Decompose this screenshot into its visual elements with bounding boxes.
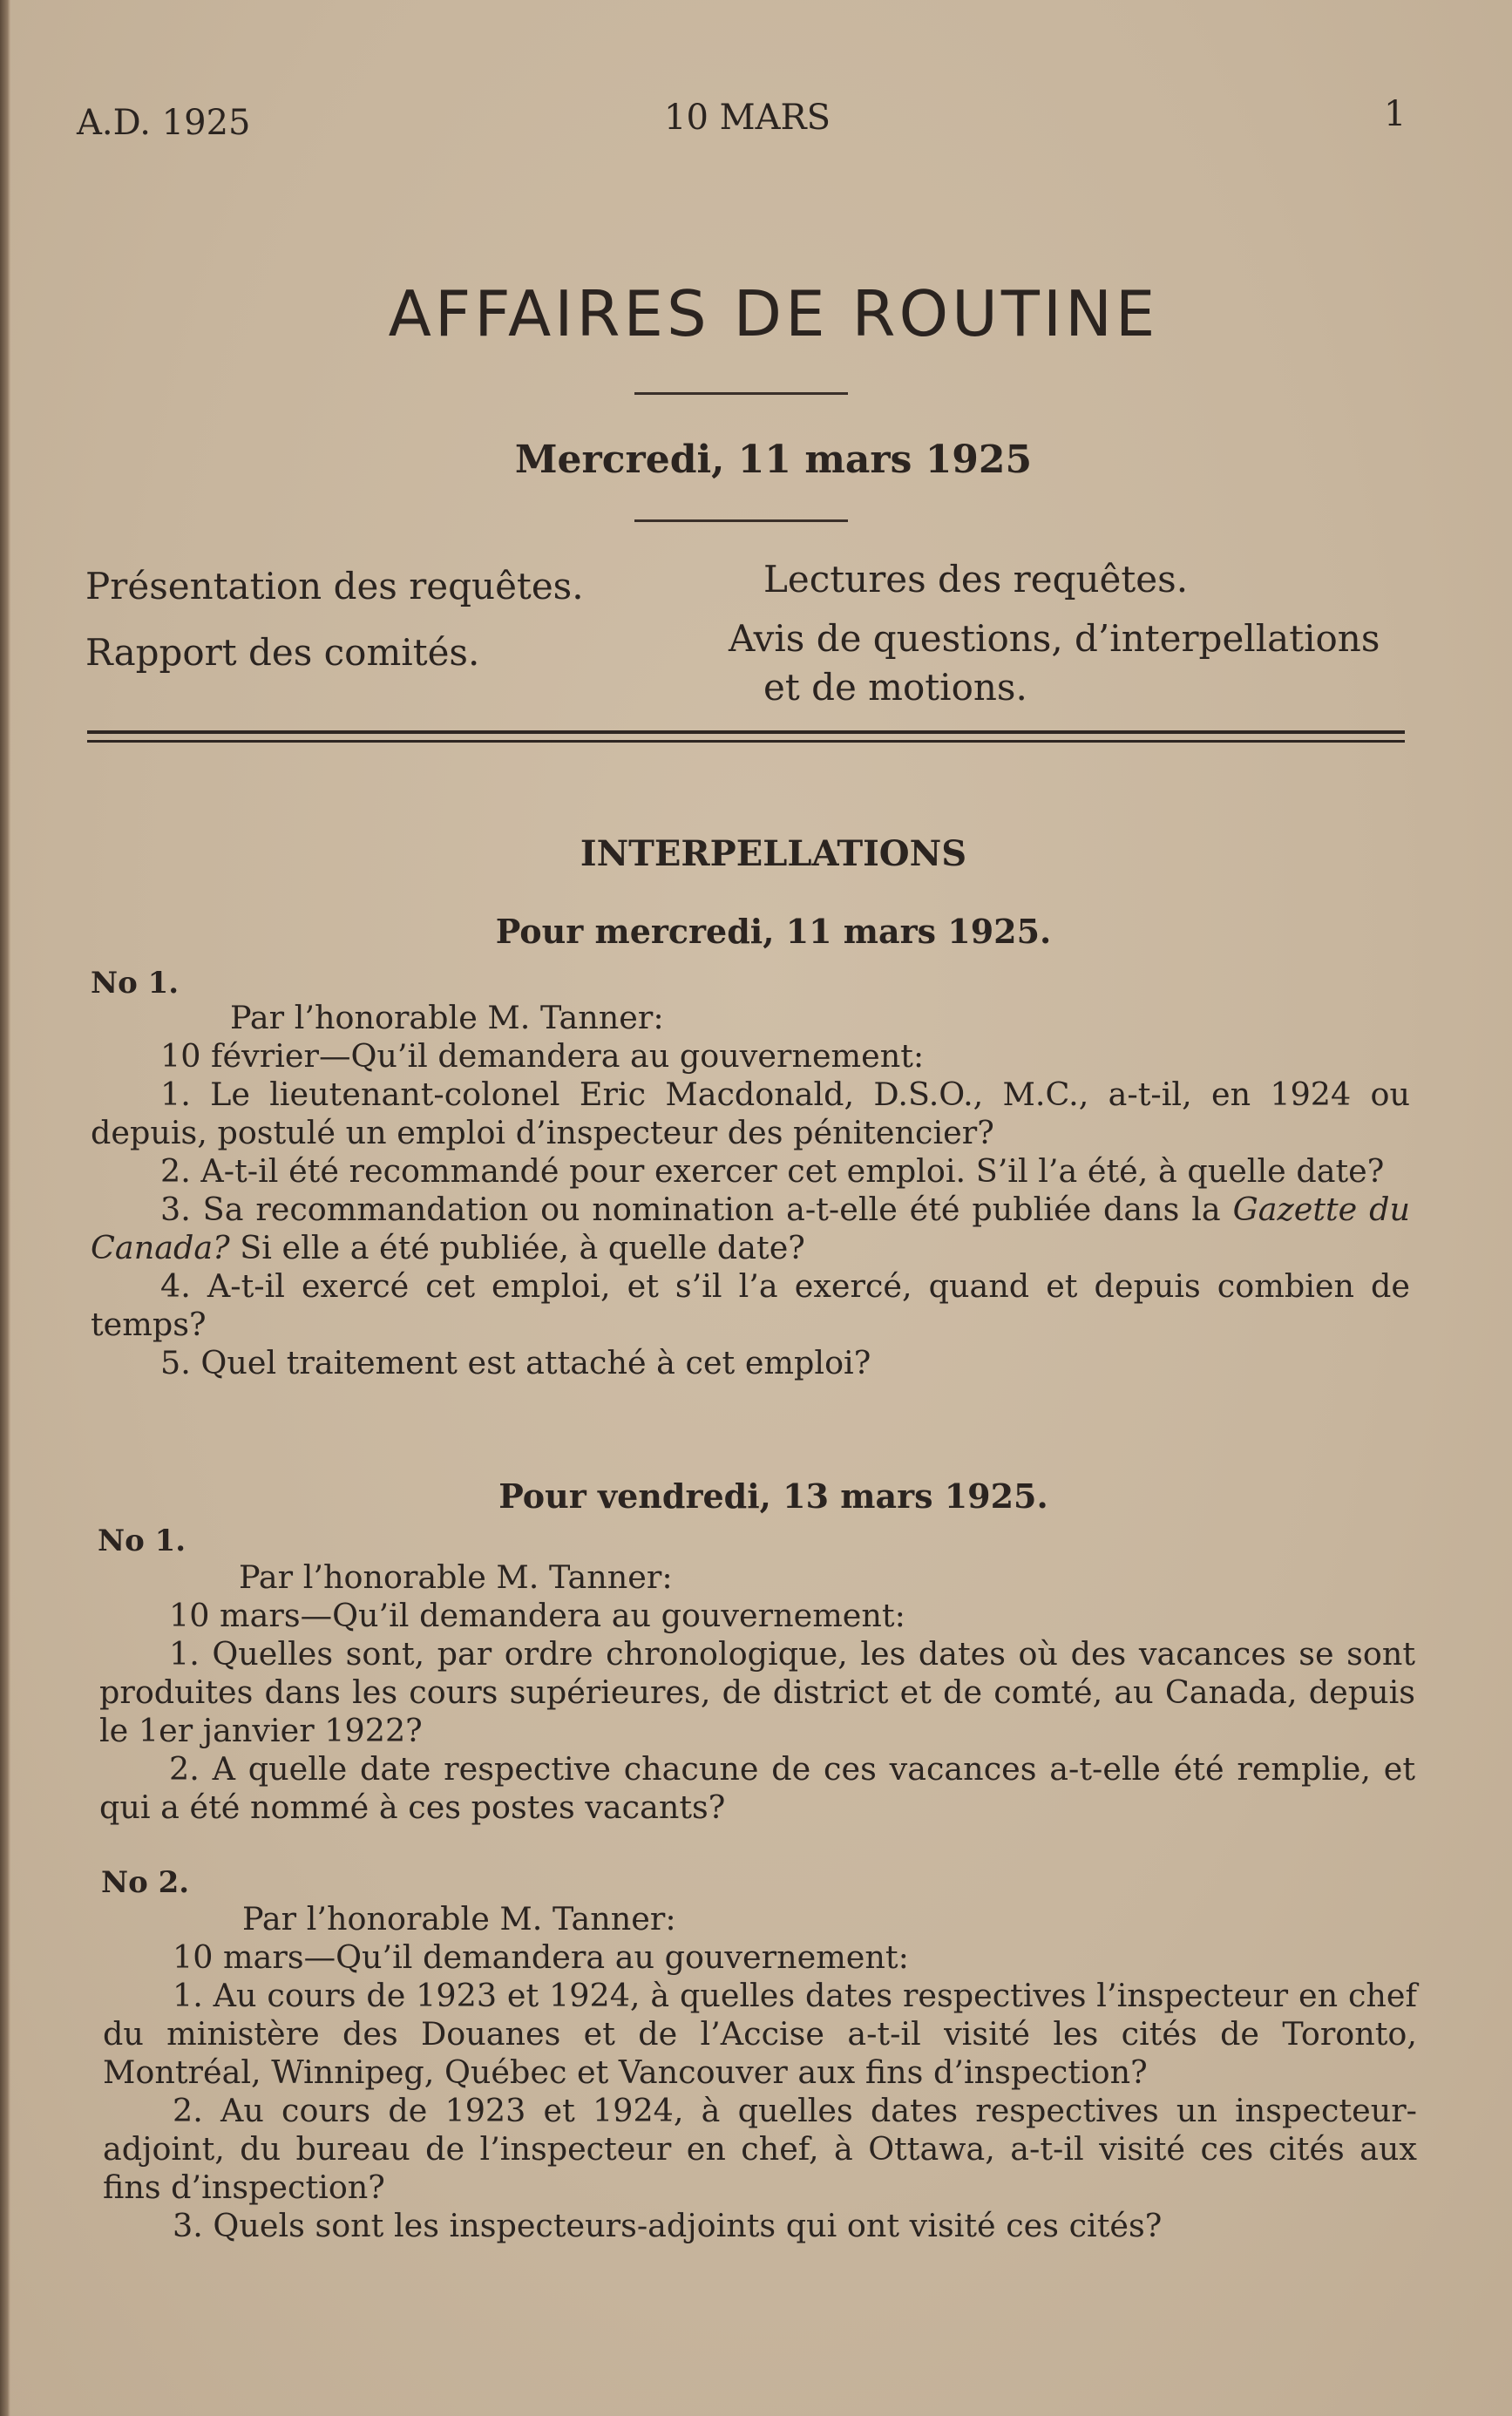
question-item: 3. Quels sont les inspecteurs-adjoints qui ont visité ces cités? <box>173 2207 1163 2244</box>
question-date-line: 10 février—Qu’il demandera au gouvernement: <box>160 1037 925 1075</box>
question-author: Par l’honorable M. Tanner: <box>239 1558 673 1596</box>
sitting-date: Mercredi, 11 mars 1925 <box>514 438 1033 482</box>
question-date-line: 10 mars—Qu’il demandera au gouvernement: <box>173 1938 909 1976</box>
header-year: A.D. 1925 <box>77 103 251 143</box>
title-divider <box>634 392 848 395</box>
question-item: 2. A quelle date respective chacune de ces vacances a-t-elle été remplie, et qui a été nommé à ces postes vacants? <box>99 1750 1415 1826</box>
question-body <box>99 1558 1415 1827</box>
gazette-title: Gazette du Canada? <box>91 1191 1410 1266</box>
question-item: 3. Sa recommandation ou nomination a-t-elle été publiée dans la Gazette du Canada? Si elle a été publiée, à quelle date? <box>91 1191 1410 1266</box>
question-number: No 1. <box>98 1524 186 1558</box>
question-item: 5. Quel traitement est attaché à cet emploi? <box>160 1344 871 1381</box>
question-date-line: 10 mars—Qu’il demandera au gouvernement: <box>169 1597 905 1634</box>
order-item-notices-cont: et de motions. <box>763 666 1027 709</box>
question-number: No 1. <box>91 966 180 1001</box>
order-item-presentation: Présentation des requêtes. <box>85 565 584 607</box>
question-item: 1. Au cours de 1923 et 1924, à quelles dates respectives l’inspecteur en chef du ministère des Douanes et de l’Accise a-t-il visité les cités de Toronto, Montréal, Winnipeg, Québec et Vancouver aux fins d’inspection? <box>103 1977 1417 2091</box>
question-item: 4. A-t-il exercé cet emploi, et s’il l’a exercé, quand et depuis combien de temps? <box>91 1267 1410 1343</box>
question-item: 2. A-t-il été recommandé pour exercer cet emploi. S’il l’a été, à quelle date? <box>160 1152 1385 1190</box>
header-page-number: 1 <box>1384 94 1407 134</box>
header-date: 10 MARS <box>664 98 831 138</box>
group-heading: Pour mercredi, 11 mars 1925. <box>495 912 1052 951</box>
order-item-notices: Avis de questions, d’interpellations <box>729 617 1380 660</box>
order-item-readings: Lectures des requêtes. <box>763 558 1189 601</box>
question-author: Par l’honorable M. Tanner: <box>242 1900 676 1938</box>
page-title: AFFAIRES DE ROUTINE <box>388 277 1159 350</box>
question-item: 1. Le lieutenant-colonel Eric Macdonald, D.S.O., M.C., a-t-il, en 1924 ou depuis, postulé un emploi d’inspecteur des pénitencier? <box>91 1076 1410 1151</box>
question-item: 1. Quelles sont, par ordre chronologique, les dates où des vacances se sont produites dans les cours supérieures, de district et de comté, au Canada, depuis le 1er janvier 1922? <box>99 1635 1415 1749</box>
group-heading: Pour vendredi, 13 mars 1925. <box>498 1476 1048 1516</box>
order-item-committees: Rapport des comités. <box>85 631 480 674</box>
book-spine-edge <box>0 0 10 2416</box>
question-body <box>91 999 1410 1382</box>
date-divider <box>634 519 848 522</box>
section-double-divider <box>87 730 1405 743</box>
question-body <box>103 1900 1417 2245</box>
question-author: Par l’honorable M. Tanner: <box>230 999 664 1036</box>
question-item: 2. Au cours de 1923 et 1924, à quelles dates respectives un inspecteur-adjoint, du bureau de l’inspecteur en chef, à Ottawa, a-t-il visité ces cités aux fins d’inspection? <box>103 2092 1417 2206</box>
section-title: INTERPELLATIONS <box>580 833 967 874</box>
question-number: No 2. <box>101 1865 190 1900</box>
